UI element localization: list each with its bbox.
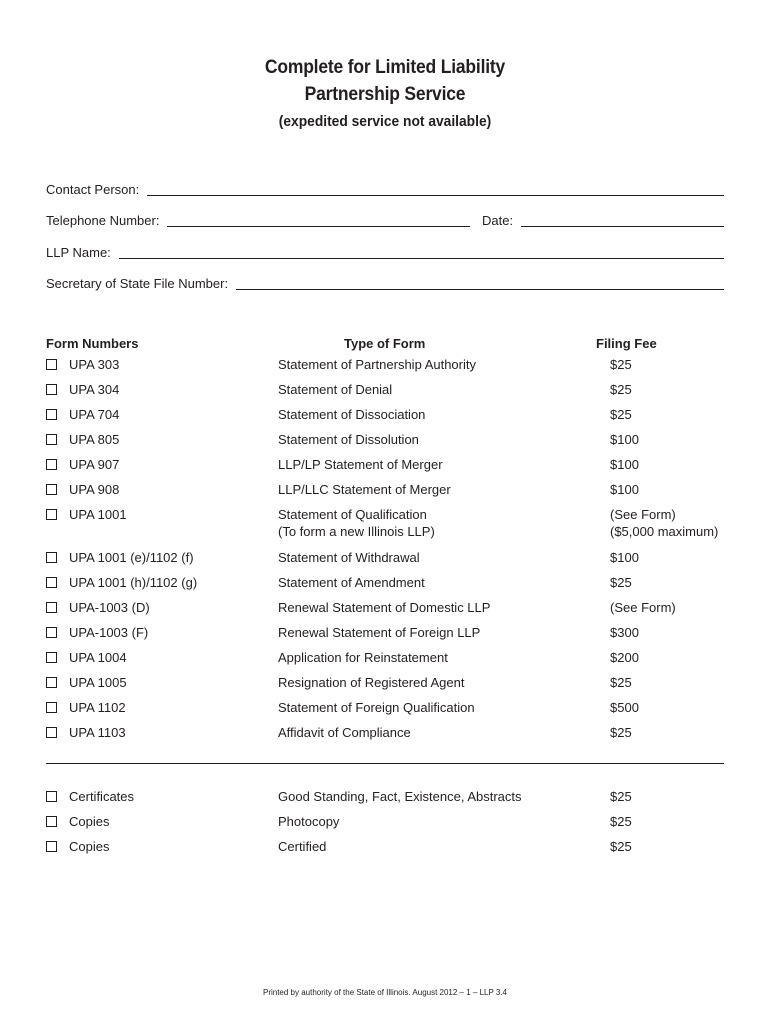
filing-fee: $25 — [610, 839, 632, 854]
form-type: Statement of Amendment — [278, 575, 425, 590]
filing-fee: (See Form) — [610, 507, 676, 522]
form-header — [0, 54, 770, 132]
checkbox[interactable] — [46, 484, 57, 495]
checkbox[interactable] — [46, 384, 57, 395]
form-type: Application for Reinstatement — [278, 650, 448, 665]
date-input-line[interactable] — [521, 212, 724, 227]
file-number-input-line[interactable] — [236, 275, 724, 290]
form-type: Statement of Dissolution — [278, 432, 419, 447]
service-type: Photocopy — [278, 814, 340, 829]
form-type: LLP/LLC Statement of Merger — [278, 482, 451, 497]
checkbox[interactable] — [46, 816, 57, 827]
filing-fee: $100 — [610, 550, 639, 565]
contact-person-input-line[interactable] — [147, 181, 724, 196]
form-type: Statement of Foreign Qualification — [278, 700, 475, 715]
form-type: Resignation of Registered Agent — [278, 675, 465, 690]
checkbox[interactable] — [46, 727, 57, 738]
column-header-form-numbers: Form Numbers — [46, 336, 139, 351]
form-type: Statement of Partnership Authority — [278, 357, 476, 372]
filing-fee: $100 — [610, 457, 639, 472]
form-type: Affidavit of Compliance — [278, 725, 411, 740]
checkbox[interactable] — [46, 434, 57, 445]
form-number: UPA 704 — [69, 407, 120, 422]
section-divider — [46, 763, 724, 764]
form-type: Statement of Denial — [278, 382, 393, 397]
form-number: UPA 1102 — [69, 700, 126, 715]
filing-fee: $25 — [610, 575, 632, 590]
column-header-type-of-form: Type of Form — [344, 336, 426, 351]
filing-fee: (See Form) — [610, 600, 676, 615]
filing-fee: $25 — [610, 814, 632, 829]
service-name: Certificates — [69, 789, 135, 804]
telephone-number-field[interactable] — [46, 209, 470, 229]
checkbox[interactable] — [46, 677, 57, 688]
form-type-note: (To form a new Illinois LLP) — [278, 524, 435, 539]
form-type: Statement of Qualification — [278, 507, 427, 522]
filing-fee: $25 — [610, 675, 632, 690]
contact-person-label: Contact Person: — [46, 182, 140, 197]
form-type: Statement of Dissociation — [278, 407, 426, 422]
filing-fee: $300 — [610, 625, 639, 640]
checkbox[interactable] — [46, 577, 57, 588]
checkbox[interactable] — [46, 702, 57, 713]
filing-fee-note: ($5,000 maximum) — [610, 524, 719, 539]
filing-fee: $25 — [610, 789, 632, 804]
filing-fee: $25 — [610, 357, 632, 372]
page-title-line-1: Complete for Limited Liability — [264, 57, 506, 78]
date-label: Date: — [482, 213, 514, 228]
form-number: UPA 907 — [69, 457, 120, 472]
page-title-line-2: Partnership Service — [304, 84, 466, 105]
file-number-field[interactable] — [46, 272, 724, 292]
form-number: UPA 805 — [69, 432, 120, 447]
form-row-upa-1001 — [46, 507, 726, 541]
filing-fee: $100 — [610, 482, 639, 497]
form-number: UPA 1005 — [69, 675, 127, 690]
form-number: UPA 1001 (h)/1102 (g) — [69, 575, 198, 590]
checkbox[interactable] — [46, 552, 57, 563]
page-subtitle: (expedited service not available) — [278, 113, 492, 130]
form-number: UPA 1004 — [69, 650, 127, 665]
form-number: UPA-1003 (D) — [69, 600, 150, 615]
checkbox[interactable] — [46, 602, 57, 613]
form-number: UPA 303 — [69, 357, 120, 372]
contact-person-field[interactable] — [46, 178, 724, 198]
llp-name-label: LLP Name: — [46, 245, 111, 260]
form-type: LLP/LP Statement of Merger — [278, 457, 443, 472]
filing-fee: $100 — [610, 432, 639, 447]
service-name: Copies — [69, 839, 110, 854]
filing-fee: $500 — [610, 700, 639, 715]
checkbox[interactable] — [46, 459, 57, 470]
checkbox[interactable] — [46, 359, 57, 370]
filing-fee: $25 — [610, 382, 632, 397]
form-number: UPA 304 — [69, 382, 120, 397]
checkbox[interactable] — [46, 791, 57, 802]
checkbox[interactable] — [46, 841, 57, 852]
service-type: Certified — [278, 839, 327, 854]
date-field[interactable] — [482, 209, 724, 229]
llp-name-field[interactable] — [46, 241, 724, 261]
form-number: UPA 908 — [69, 482, 120, 497]
llp-name-input-line[interactable] — [119, 244, 724, 259]
footer-note: Printed by authority of the State of Illinois. August 2012 – 1 – LLP 3.4 — [262, 988, 507, 997]
form-number: UPA 1001 — [69, 507, 127, 522]
checkbox[interactable] — [46, 409, 57, 420]
filing-fee: $25 — [610, 725, 632, 740]
form-number: UPA 1001 (e)/1102 (f) — [69, 550, 194, 565]
service-type: Good Standing, Fact, Existence, Abstracts — [278, 789, 522, 804]
file-number-label: Secretary of State File Number: — [46, 276, 229, 291]
telephone-number-input-line[interactable] — [167, 212, 470, 227]
checkbox[interactable] — [46, 509, 57, 520]
checkbox[interactable] — [46, 627, 57, 638]
form-type: Renewal Statement of Domestic LLP — [278, 600, 491, 615]
filing-fee: $25 — [610, 407, 632, 422]
form-number: UPA 1103 — [69, 725, 126, 740]
filing-fee: $200 — [610, 650, 639, 665]
form-number: UPA-1003 (F) — [69, 625, 149, 640]
column-header-filing-fee: Filing Fee — [596, 336, 657, 351]
form-type: Renewal Statement of Foreign LLP — [278, 625, 481, 640]
service-name: Copies — [69, 814, 110, 829]
telephone-number-label: Telephone Number: — [46, 213, 160, 228]
checkbox[interactable] — [46, 652, 57, 663]
form-type: Statement of Withdrawal — [278, 550, 420, 565]
